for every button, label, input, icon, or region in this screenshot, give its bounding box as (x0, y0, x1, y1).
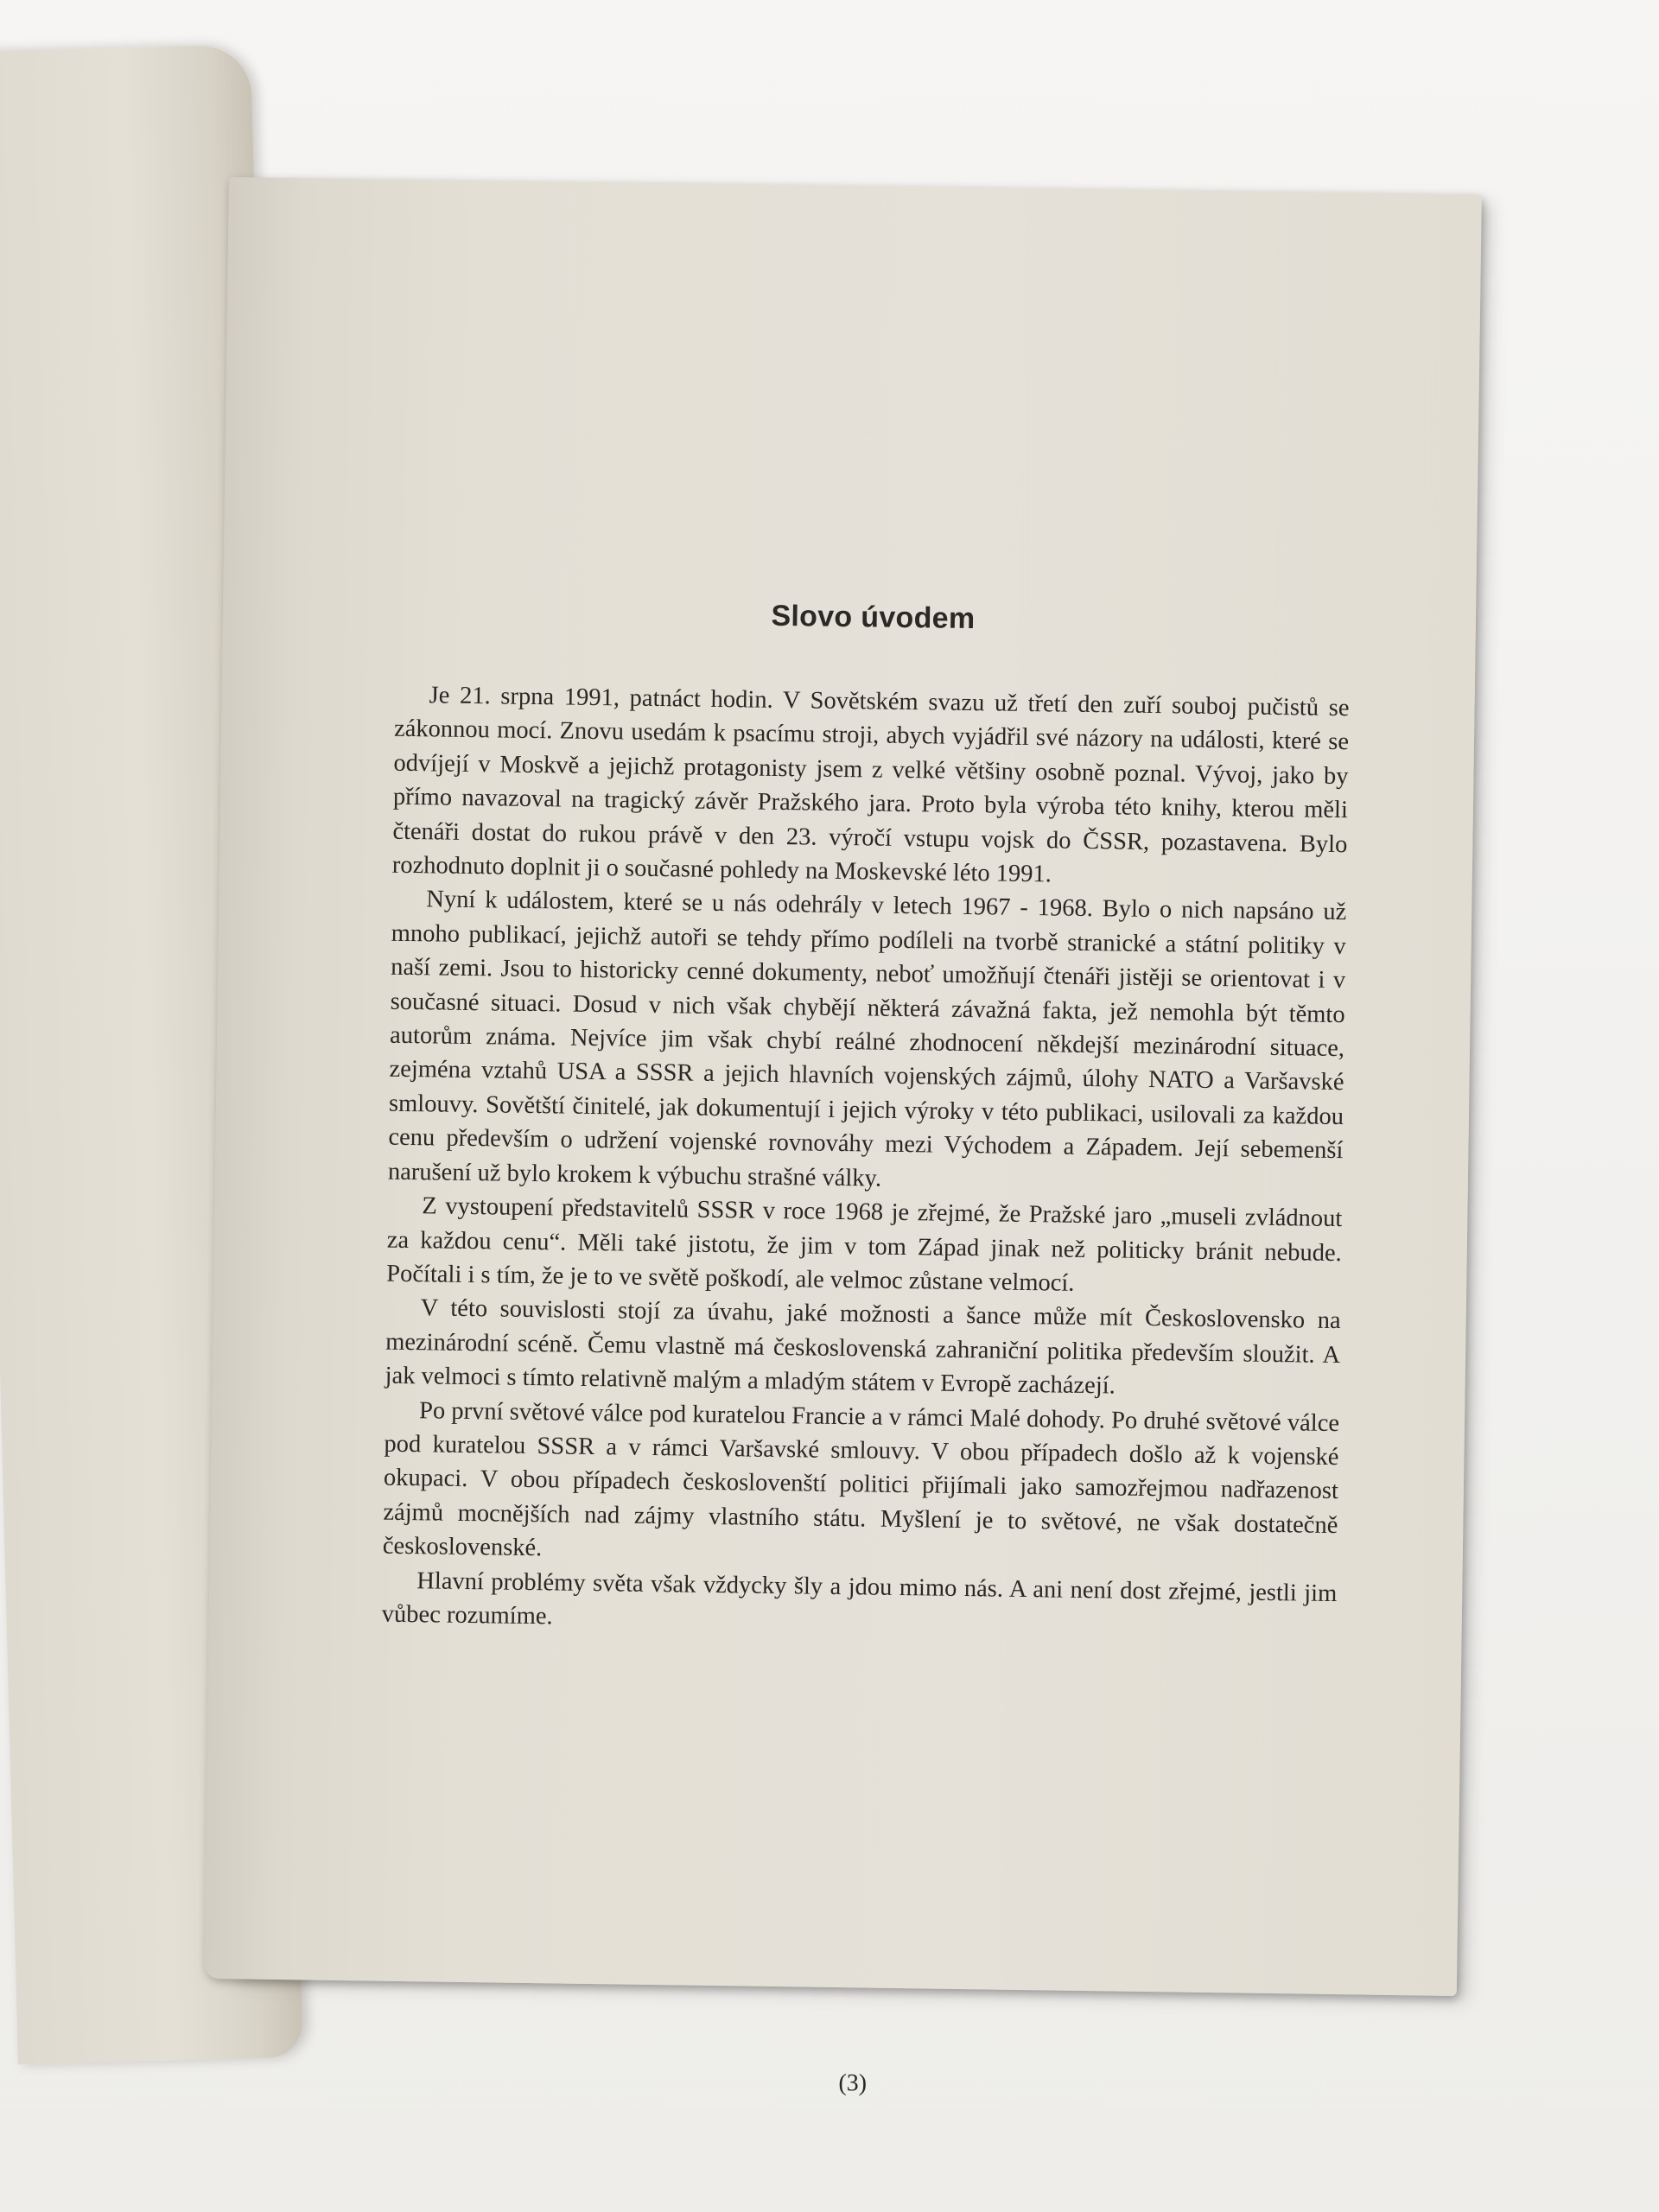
paragraph-5: Po první světové válce pod kuratelou Francie a v rámci Malé dohody. Po druhé světové válce pod kuratelou SSSR a v rámci Varšavské smlouvy. V obou případech došlo až k vojenské okupaci. V obou případech českoslovenští politici přijímali jako samozřejmou nadřazenost zájmů mocnějších nad zájmy vlastního státu. Myšlení je to světové, ne však dostatečně československé. (382, 1396, 1340, 1562)
page-content (381, 594, 1351, 2097)
paragraph-1: Je 21. srpna 1991, patnáct hodin. V Sovětském svazu už třetí den zuří souboj pučistů se zákonnou mocí. Znovu usedám k psacímu stroji, abych vyjádřil své názory na události, které se odvíjejí v Moskvě a jejichž protagonisty jsem z velké většiny osobně poznal. Vývoj, jako by přímo navazoval na tragický závěr Pražského jara. Proto byla výroba této knihy, kterou měli čtenáři dostat do rukou právě v den 23. výročí vstupu vojsk do ČSSR, pozastavena. Bylo rozhodnuto doplnit ji o současné pohledy na Moskevské léto 1991. (391, 682, 1350, 888)
page-number: (3) (838, 2069, 868, 2097)
paragraph-2: Nyní k událostem, které se u nás odehrály v letech 1967 - 1968. Bylo o nich napsáno už mnoho publikací, jejichž autoři se tehdy přímo podíleli na tvorbě stranické a státní politiky v naší zemi. Jsou to historicky cenné dokumenty, neboť umožňují čtenáři jistěji se orientovat i v současné situaci. Dosud v nich však chybějí některá závažná fakta, jež nemohla být těmto autorům známa. Nejvíce jim však chybí reálné zhodnocení někdejší mezinárodní situace, zejména vztahů USA a SSSR a jejich hlavních vojenských zájmů, úlohy NATO a Varšavské smlouvy. Sovětští činitelé, jak dokumentují i jejich výroky v této publikaci, usilovali za každou cenu především o udržení vojenské rovnováhy mezi Východem a Západem. Její sebemenší narušení už bylo krokem k výbuchu strašné války. (387, 886, 1347, 1192)
paragraph-4: V této souvislosti stojí za úvahu, jaké možnosti a šance může mít Československo na mezinárodní scéně. Čemu vlastně má československá zahraniční politika především sloužit. A jak velmoci s tímto relativně malým a mladým státem v Evropě zacházejí. (385, 1294, 1341, 1400)
paragraph-3: Z vystoupení představitelů SSSR v roce 1968 je zřejmé, že Pražské jaro „museli zvládnout za každou cenu“. Měli také jistotu, že jim v tom Západ jinak než politicky bránit nebude. Počítali i s tím, že je to ve světě poškodí, ale velmoc zůstane velmocí. (386, 1192, 1343, 1297)
chapter-title: Slovo úvodem (771, 599, 976, 636)
paragraph-6: Hlavní problémy světa však vždycky šly a jdou mimo nás. A ani není dost zřejmé, jestli jim vůbec rozumíme. (381, 1567, 1338, 1630)
right-book-page (204, 177, 1482, 2097)
